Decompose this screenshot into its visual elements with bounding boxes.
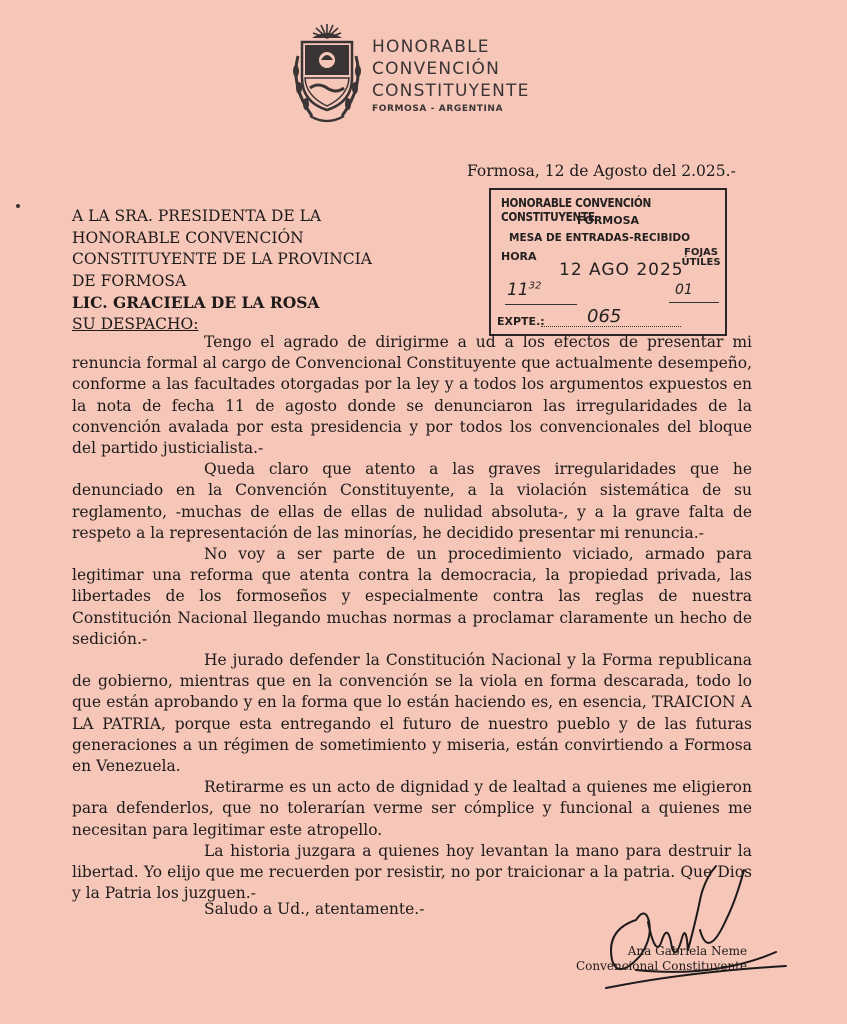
institution-name bbox=[372, 36, 530, 114]
stamp-expte-value: 065 bbox=[587, 306, 622, 327]
handwritten-signature bbox=[596, 860, 796, 1010]
signature-block bbox=[576, 944, 747, 974]
paragraph-6: La historia juzgara a quienes hoy levantan la mano para destruir la libertad. Yo elijo que me recuerden por resistir, no por traicionar a la patria. Que Dios y la Patria los juzguen.- bbox=[72, 841, 752, 903]
stamp-office: MESA DE ENTRADAS-RECIBIDO bbox=[509, 232, 691, 244]
org-line-2: CONVENCIÓN bbox=[372, 59, 501, 79]
addressee-line-1: A LA SRA. PRESIDENTA DE LA bbox=[72, 207, 322, 225]
reception-stamp bbox=[489, 188, 727, 336]
stamp-institution: HONORABLE CONVENCIÓN CONSTITUYENTE bbox=[501, 196, 651, 225]
letter-body bbox=[72, 332, 752, 904]
paragraph-4: He jurado defender la Constitución Nacional y la Forma republicana de gobierno, mientras que en la convención se la viola en forma descarada, todo lo que están aprobando y en la forma que lo están haciendo es, en esencia, TRAICION A LA PATRIA, porque esta entregando el futuro de nuestro pueblo y de las futuras generaciones a un régimen de sometimiento y miseria, están convirtiendo a Formosa en Venezuela. bbox=[72, 651, 752, 776]
stamp-rule-hora bbox=[505, 304, 577, 305]
stamp-rule-fojas bbox=[669, 302, 719, 303]
org-line-1: HONORABLE bbox=[372, 37, 490, 57]
org-location: FORMOSA - ARGENTINA bbox=[372, 104, 504, 114]
signatory-name: Ana Gabriela Neme bbox=[627, 944, 748, 958]
addressee-line-2: HONORABLE CONVENCIÓN bbox=[72, 228, 304, 247]
paragraph-1: Tengo el agrado de dirigirme a ud a los efectos de presentar mi renuncia formal al cargo de Convencional Constituyente que actualmente desempeño, conforme a las facultades otorgadas por la ley y a todos los argumentos expuestos en la nota de fecha 11 de agosto donde se denunciaron las irregularidades de la convención avalada por esta presidencia y por todos los convencionales del bloque del partido justicialista.- bbox=[72, 333, 753, 458]
stamp-hora-minutes: 32 bbox=[528, 280, 542, 292]
signatory-title: Convencional Constituyente bbox=[576, 959, 748, 973]
addressee-office: SU DESPACHO: bbox=[72, 314, 199, 333]
addressee-name: LIC. GRACIELA DE LA ROSA bbox=[72, 293, 320, 312]
scan-speck bbox=[16, 204, 20, 208]
paragraph-5: Retirarme es un acto de dignidad y de lealtad a quienes me eligieron para defenderlos, que no tolerarían verme ser cómplice y funcional a quienes me necesitan para legitimar este atropello. bbox=[72, 778, 752, 839]
date-line: Formosa, 12 de Agosto del 2.025.- bbox=[467, 162, 736, 180]
stamp-hora-hours: 11 bbox=[507, 280, 529, 300]
addressee-block bbox=[72, 206, 372, 335]
stamp-hora-value bbox=[507, 280, 541, 300]
addressee-line-4: DE FORMOSA bbox=[72, 271, 187, 290]
stamp-fojas-label: FOJAS ÚTILES bbox=[681, 247, 721, 268]
closing-salutation: Saludo a Ud., atentamente.- bbox=[204, 900, 425, 918]
paragraph-3: No voy a ser parte de un procedimiento viciado, armado para legitimar una reforma que atenta contra la democracia, la propiedad privada, las libertades de los formoseños y especialmente contra las reglas de nuestra Constitución Nacional llegando muchas normas a proclamar claramente un hecho de sedición.- bbox=[72, 545, 752, 648]
stamp-hora-label: HORA bbox=[501, 250, 537, 263]
org-line-3: CONSTITUYENTE bbox=[372, 81, 530, 101]
stamp-fojas-value: 01 bbox=[675, 282, 693, 298]
paragraph-2: Queda claro que atento a las graves irregularidades que he denunciado en la Convención Constituyente, a la violación sistemática de su reglamento, -muchas de ellas de ellas de nulidad absoluta-, y a la grave falta de respeto a la representación de las minorías, he decidido presentar mi renuncia.- bbox=[72, 460, 752, 542]
stamp-date: 12 AGO 2025 bbox=[559, 260, 684, 280]
provincial-coat-of-arms-icon bbox=[288, 16, 366, 128]
stamp-expte-label: EXPTE.: bbox=[497, 315, 545, 328]
addressee-line-3: CONSTITUYENTE DE LA PROVINCIA bbox=[72, 250, 372, 268]
stamp-city: FORMOSA bbox=[576, 214, 640, 227]
